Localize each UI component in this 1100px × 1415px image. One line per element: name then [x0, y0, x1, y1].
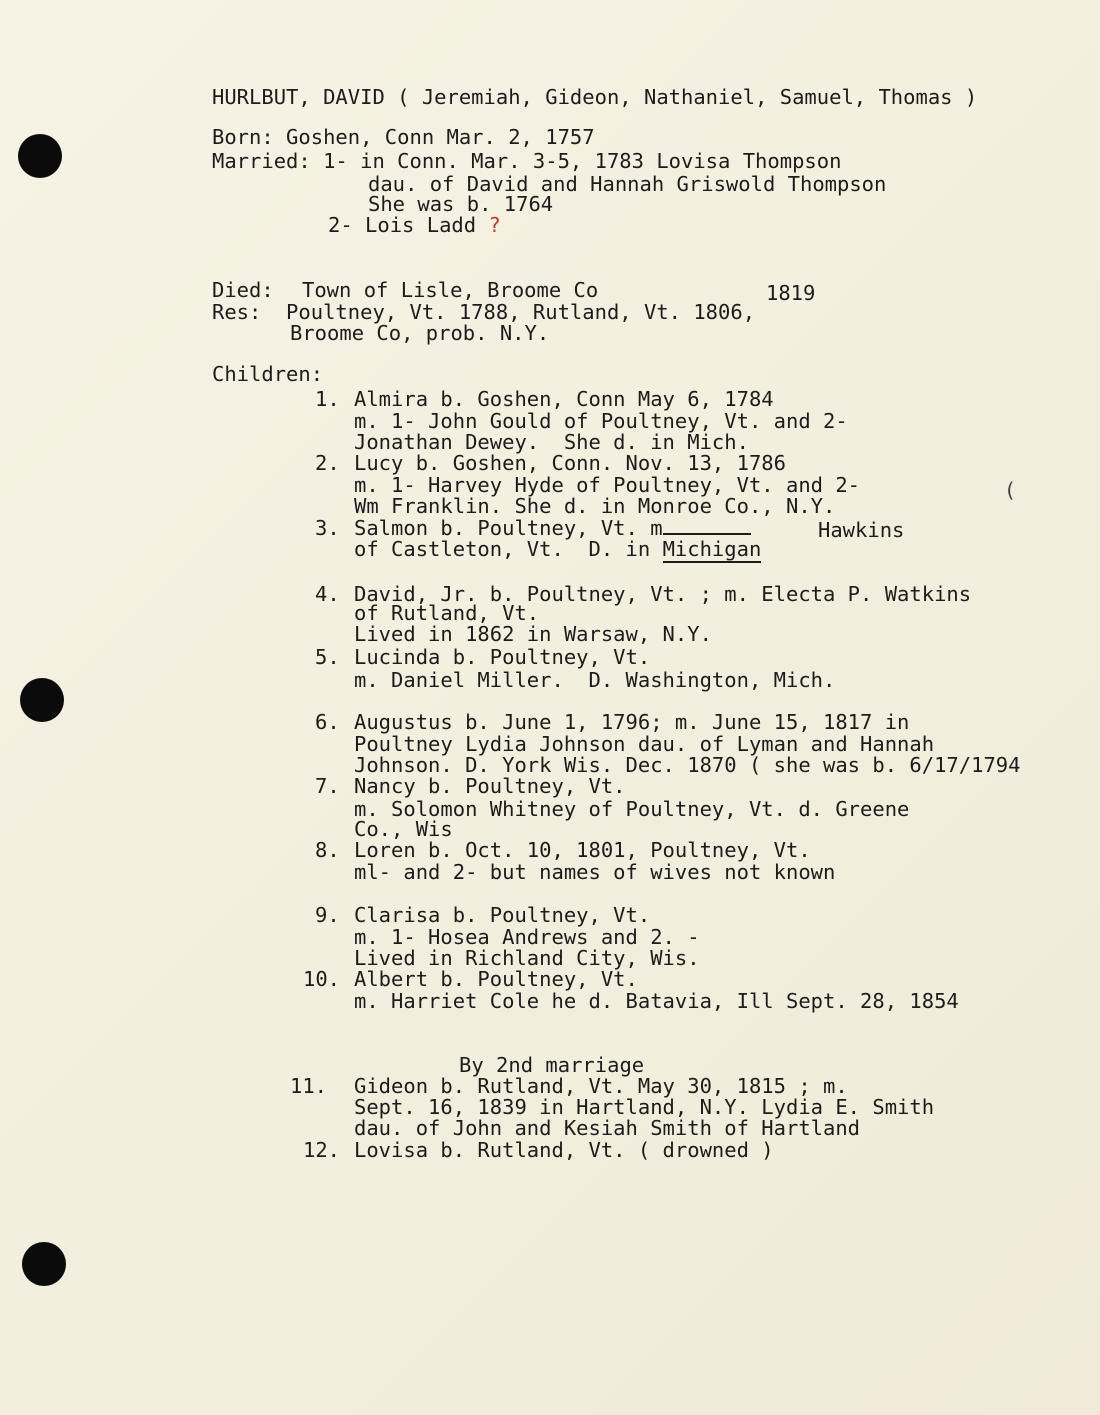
blank-underline: [663, 517, 751, 535]
child-line: Lived in Richland City, Wis.: [354, 946, 700, 970]
second-wife: 2- Lois Ladd: [328, 213, 477, 237]
child-line: m. Solomon Whitney of Poultney, Vt. d. Greene: [354, 797, 910, 821]
child-line: Gideon b. Rutland, Vt. May 30, 1815 ; m.: [354, 1074, 848, 1098]
died-year: 1819: [766, 281, 816, 305]
child-number: 12.: [303, 1138, 341, 1162]
child-line: m. 1- Hosea Andrews and 2. -: [354, 925, 700, 949]
child-line-text: Salmon b. Poultney, Vt. m: [354, 516, 663, 540]
underlined-place: Michigan: [662, 537, 762, 561]
died-place: Town of Lisle, Broome Co: [302, 278, 599, 302]
child-number: 6.: [315, 710, 340, 734]
child-number: 7.: [315, 774, 340, 798]
residence-line-2: Broome Co, prob. N.Y.: [290, 321, 550, 345]
child-line: ml- and 2- but names of wives not known: [354, 860, 836, 884]
child-number: 5.: [315, 645, 340, 669]
child-line: Johnson. D. York Wis. Dec. 1870 ( she was b. 6/17/1794: [354, 753, 1021, 777]
child-number: 3.: [315, 516, 340, 540]
pencil-mark: (: [1004, 478, 1017, 502]
second-marriage-heading: By 2nd marriage: [459, 1053, 645, 1077]
punch-hole-bottom: [22, 1242, 66, 1286]
child-line: m. Harriet Cole he d. Batavia, Ill Sept. 28, 1854: [354, 989, 959, 1013]
child-line: Almira b. Goshen, Conn May 6, 1784: [354, 387, 774, 411]
child-line: Lucy b. Goshen, Conn. Nov. 13, 1786: [354, 451, 786, 475]
child-line: [354, 538, 761, 560]
question-mark: ?: [488, 213, 501, 237]
child-line: David, Jr. b. Poultney, Vt. ; m. Electa P. Watkins: [354, 582, 972, 606]
died-label: Died:: [212, 278, 274, 302]
child-line: m. 1- Harvey Hyde of Poultney, Vt. and 2-: [354, 473, 861, 497]
child-number: 9.: [315, 903, 340, 927]
child-line: dau. of John and Kesiah Smith of Hartland: [354, 1116, 861, 1140]
child-line: Wm Franklin. She d. in Monroe Co., N.Y.: [354, 494, 836, 518]
child-line: of Rutland, Vt.: [354, 601, 540, 625]
married-line-3: She was b. 1764: [368, 192, 554, 216]
child-line: Clarisa b. Poultney, Vt.: [354, 903, 651, 927]
child-line: Lived in 1862 in Warsaw, N.Y.: [354, 622, 712, 646]
child-line-text: of Castleton, Vt. D. in: [354, 537, 663, 561]
child-line: Albert b. Poultney, Vt.: [354, 967, 638, 991]
child-line-surname: Hawkins: [818, 518, 905, 542]
child-line: Nancy b. Poultney, Vt.: [354, 774, 626, 798]
child-line: Poultney Lydia Johnson dau. of Lyman and Hannah: [354, 732, 935, 756]
born-line: Born: Goshen, Conn Mar. 2, 1757: [212, 125, 595, 149]
child-line: m. 1- John Gould of Poultney, Vt. and 2-: [354, 409, 848, 433]
married-line-1: Married: 1- in Conn. Mar. 3-5, 1783 Lovisa Thompson: [212, 149, 842, 173]
punch-hole-top: [18, 134, 62, 178]
child-line: Loren b. Oct. 10, 1801, Poultney, Vt.: [354, 838, 811, 862]
child-line: Augustus b. June 1, 1796; m. June 15, 1817 in: [354, 710, 910, 734]
child-number: 11.: [290, 1074, 328, 1098]
child-line: Jonathan Dewey. She d. in Mich.: [354, 430, 749, 454]
child-line: m. Daniel Miller. D. Washington, Mich.: [354, 668, 836, 692]
child-number: 2.: [315, 451, 340, 475]
child-number: 4.: [315, 582, 340, 606]
child-line: Lucinda b. Poultney, Vt.: [354, 645, 651, 669]
child-line: Lovisa b. Rutland, Vt. ( drowned ): [354, 1138, 774, 1162]
child-number: 8.: [315, 838, 340, 862]
residence-line-1: Res: Poultney, Vt. 1788, Rutland, Vt. 1806,: [212, 300, 756, 324]
child-line: Co., Wis: [354, 817, 453, 841]
married-line-2: dau. of David and Hannah Griswold Thompson: [368, 172, 887, 196]
child-number: 1.: [315, 387, 340, 411]
record-header: HURLBUT, DAVID ( Jeremiah, Gideon, Nathaniel, Samuel, Thomas ): [212, 85, 978, 109]
children-label: Children:: [212, 362, 324, 386]
child-line: Sept. 16, 1839 in Hartland, N.Y. Lydia E. Smith: [354, 1095, 935, 1119]
married-line-4: [328, 214, 501, 236]
child-number: 10.: [303, 967, 341, 991]
punch-hole-middle: [20, 678, 64, 722]
child-line: [354, 517, 751, 539]
